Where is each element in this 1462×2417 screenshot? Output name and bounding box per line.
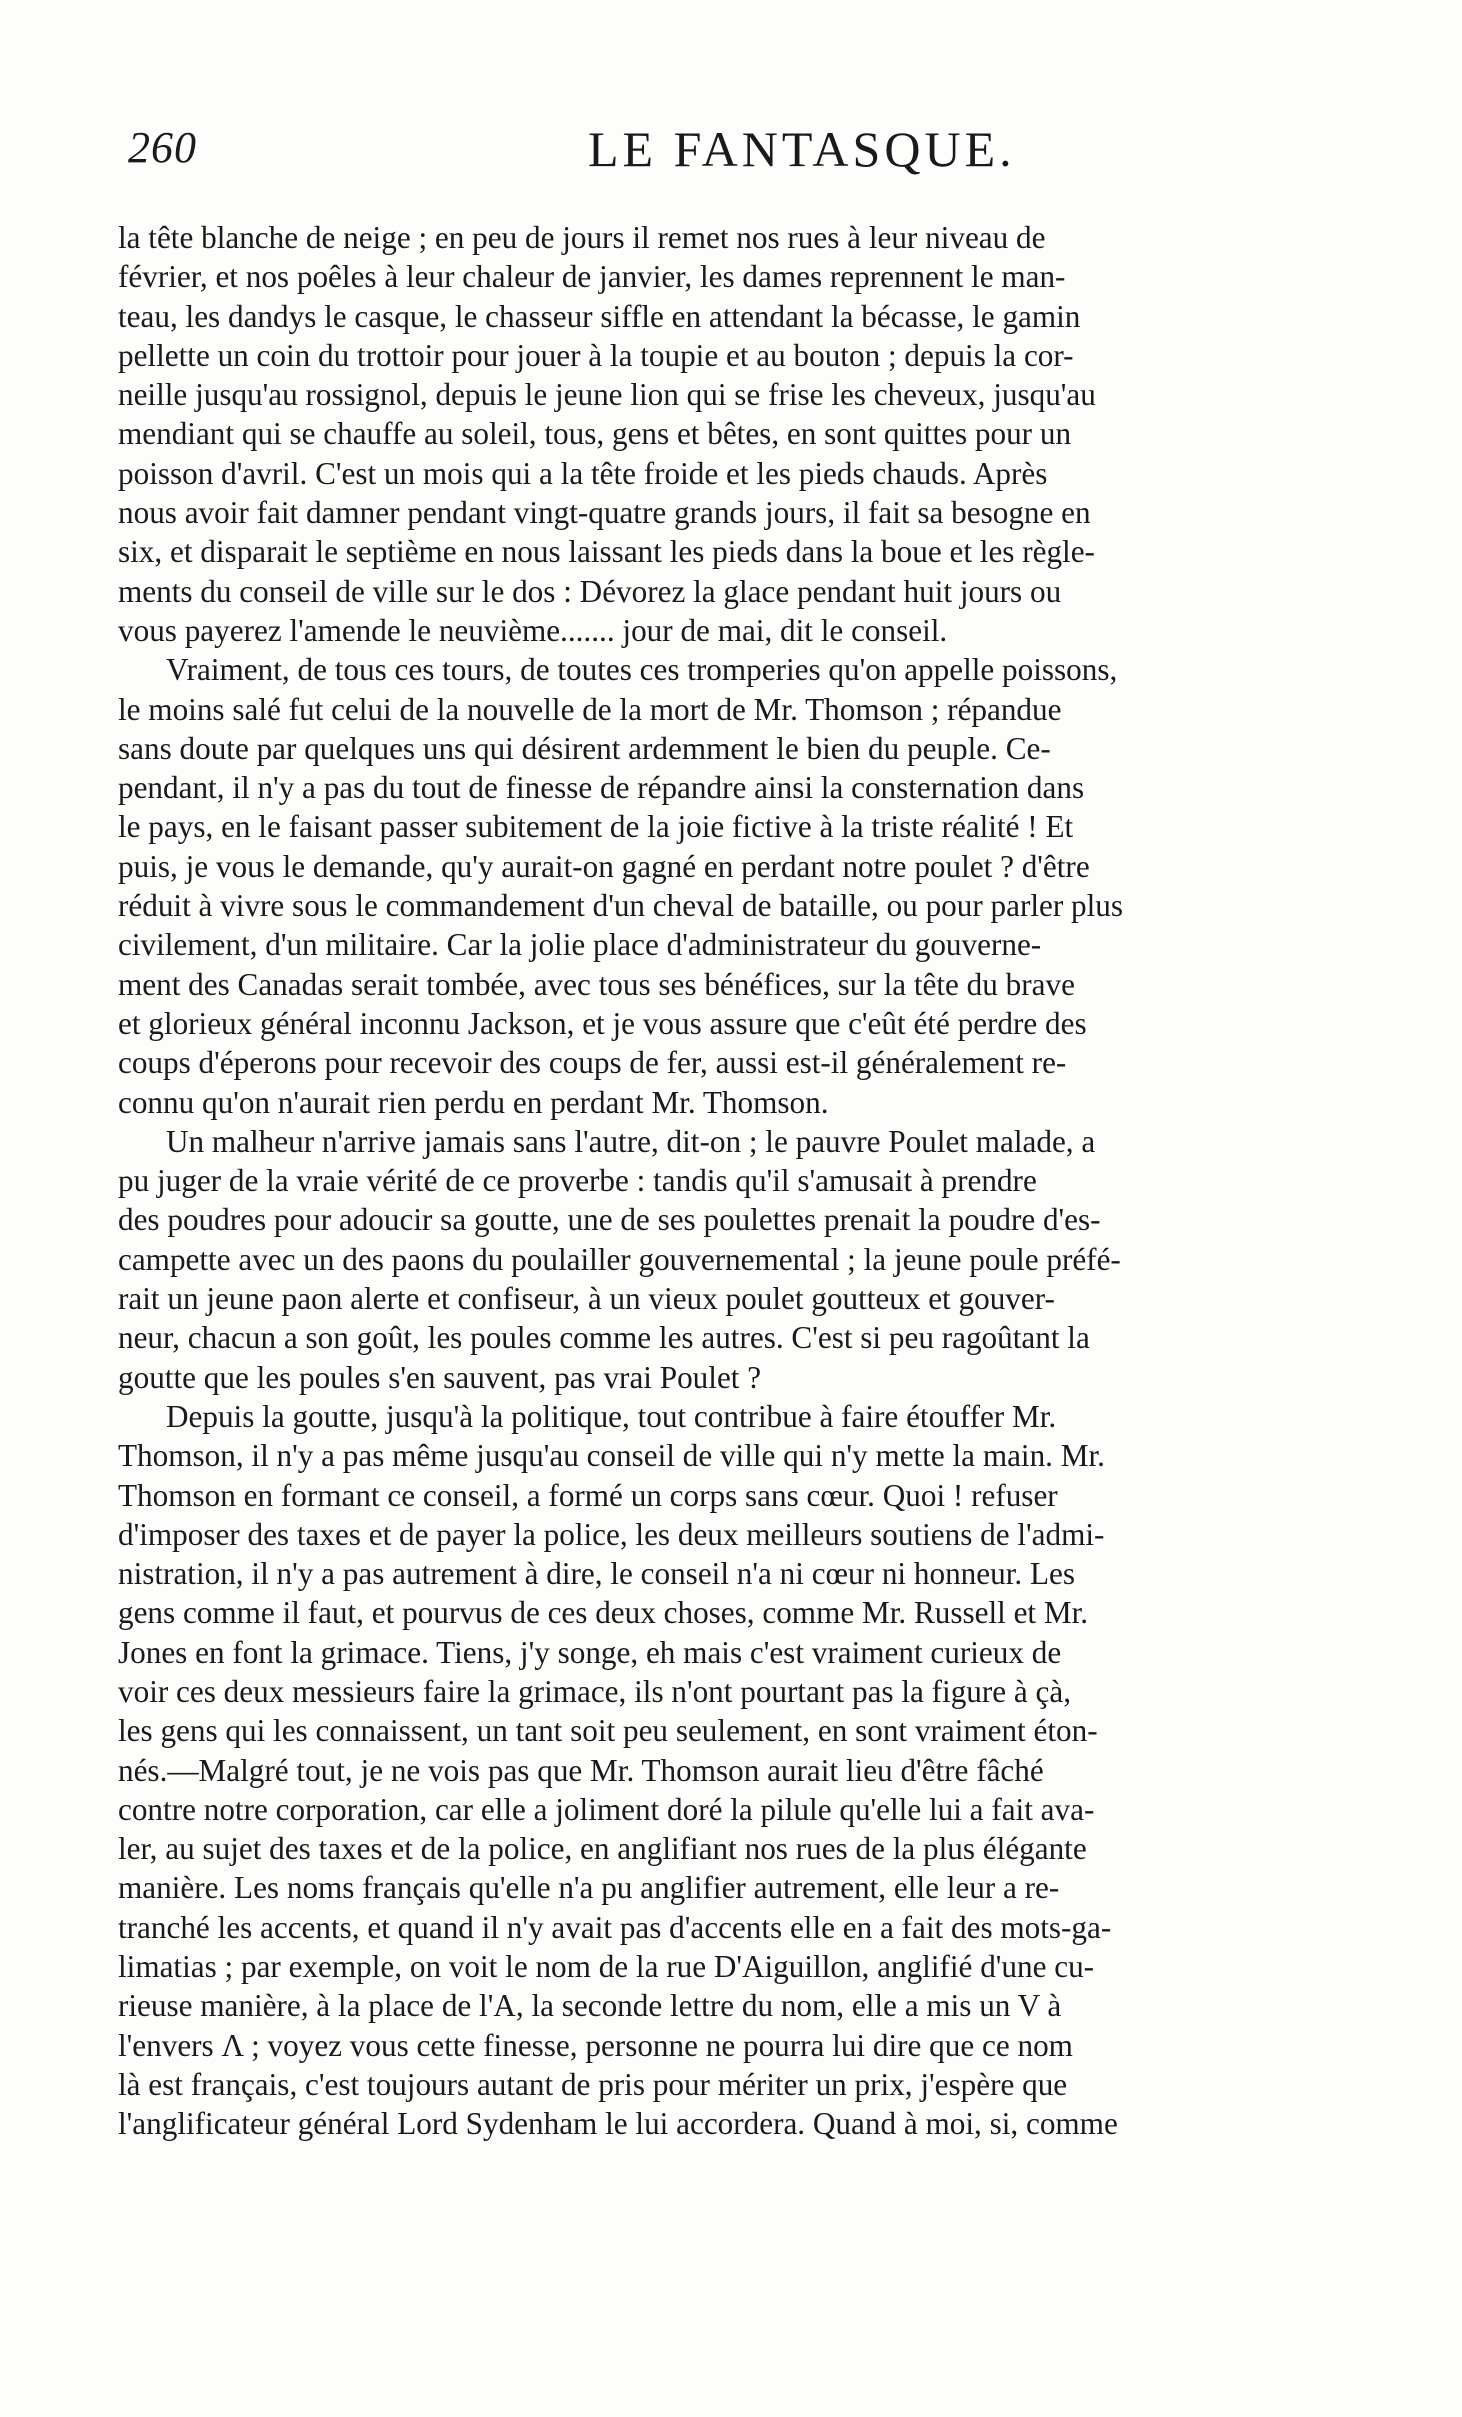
text-line: ler, au sujet des taxes et de la police, en anglifiant nos rues de la plus élégante <box>118 1831 1087 1867</box>
text-line: là est français, c'est toujours autant de pris pour mériter un prix, j'espère que <box>118 2066 1068 2102</box>
text-line: coups d'éperons pour recevoir des coups de fer, aussi est-il généralement re- <box>118 1045 1067 1081</box>
text-line: civilement, d'un militaire. Car la jolie place d'administrateur du gouverne- <box>118 927 1042 963</box>
text-line: pellette un coin du trottoir pour jouer à la toupie et au bouton ; depuis la cor- <box>118 337 1074 373</box>
text-line: Jones en font la grimace. Tiens, j'y songe, eh mais c'est vraiment curieux de <box>118 1634 1062 1670</box>
text-line: nés.—Malgré tout, je ne vois pas que Mr. Thomson aurait lieu d'être fâché <box>118 1752 1044 1788</box>
text-line: l'envers Λ ; voyez vous cette finesse, personne ne pourra lui dire que ce nom <box>118 2027 1073 2063</box>
paragraph-start-line: Depuis la goutte, jusqu'à la politique, tout contribue à faire étouffer Mr. <box>166 1398 1057 1434</box>
text-line: rieuse manière, à la place de l'A, la seconde lettre du nom, elle a mis un V à <box>118 1988 1062 2024</box>
text-line: d'imposer des taxes et de payer la police, les deux meilleurs soutiens de l'admi- <box>118 1516 1105 1552</box>
text-line: six, et disparait le septième en nous laissant les pieds dans la boue et les règle- <box>118 534 1095 570</box>
paragraph-start-line: Vraiment, de tous ces tours, de toutes ces tromperies qu'on appelle poissons, <box>166 652 1118 688</box>
text-line: sans doute par quelques uns qui désirent ardemment le bien du peuple. Ce- <box>118 730 1051 766</box>
text-line: réduit à vivre sous le commandement d'un cheval de bataille, ou pour parler plus <box>118 888 1124 924</box>
text-line: vous payerez l'amende le neuvième....... jour de mai, dit le conseil. <box>118 612 948 648</box>
running-head <box>118 112 1408 177</box>
text-line: teau, les dandys le casque, le chasseur siffle en attendant la bécasse, le gamin <box>118 298 1081 334</box>
text-line: nistration, il n'y a pas autrement à dire, le conseil n'a ni cœur ni honneur. Les <box>118 1556 1075 1592</box>
text-line: campette avec un des paons du poulailler gouvernemental ; la jeune poule préfé- <box>118 1241 1121 1277</box>
text-line: les gens qui les connaissent, un tant soit peu seulement, en sont vraiment éton- <box>118 1713 1098 1749</box>
text-line: ments du conseil de ville sur le dos : Dévorez la glace pendant huit jours ou <box>118 573 1062 609</box>
text-line: des poudres pour adoucir sa goutte, une de ses poulettes prenait la poudre d'es- <box>118 1202 1101 1238</box>
text-line: rait un jeune paon alerte et confiseur, à un vieux poulet goutteux et gouver- <box>118 1281 1055 1317</box>
text-line: neille jusqu'au rossignol, depuis le jeune lion qui se frise les cheveux, jusqu'au <box>118 377 1096 413</box>
text-line: pu juger de la vraie vérité de ce proverbe : tandis qu'il s'amusait à prendre <box>118 1163 1037 1199</box>
paragraph-start-line: Un malheur n'arrive jamais sans l'autre, dit-on ; le pauvre Poulet malade, a <box>166 1123 1096 1159</box>
text-line: connu qu'on n'aurait rien perdu en perdant Mr. Thomson. <box>118 1084 829 1120</box>
text-line: mendiant qui se chauffe au soleil, tous, gens et bêtes, en sont quittes pour un <box>118 416 1072 452</box>
text-line: goutte que les poules s'en sauvent, pas vrai Poulet ? <box>118 1359 762 1395</box>
page-number: 260 <box>128 123 197 172</box>
text-line: pendant, il n'y a pas du tout de finesse de répandre ainsi la consternation dans <box>118 770 1085 806</box>
text-line: poisson d'avril. C'est un mois qui a la tête froide et les pieds chauds. Après <box>118 455 1048 491</box>
text-line: Thomson, il n'y a pas même jusqu'au conseil de ville qui n'y mette la main. Mr. <box>118 1438 1105 1474</box>
text-line: ment des Canadas serait tombée, avec tous ses bénéfices, sur la tête du brave <box>118 966 1075 1002</box>
text-line: limatias ; par exemple, on voit le nom de la rue D'Aiguillon, anglifié d'une cu- <box>118 1949 1095 1985</box>
text-line: voir ces deux messieurs faire la grimace, ils n'ont pourtant pas la figure à çà, <box>118 1673 1072 1709</box>
text-line: février, et nos poêles à leur chaleur de janvier, les dames reprennent le man- <box>118 259 1066 295</box>
text-line: l'anglificateur général Lord Sydenham le lui accordera. Quand à moi, si, comme <box>118 2106 1118 2142</box>
text-line: gens comme il faut, et pourvus de ces deux choses, comme Mr. Russell et Mr. <box>118 1595 1089 1631</box>
text-line: et glorieux général inconnu Jackson, et je vous assure que c'eût été perdre des <box>118 1005 1087 1041</box>
text-line: le pays, en le faisant passer subitement de la joie fictive à la triste réalité ! Et <box>118 809 1074 845</box>
text-line: nous avoir fait damner pendant vingt-quatre grands jours, il fait sa besogne en <box>118 495 1091 531</box>
text-line: la tête blanche de neige ; en peu de jours il remet nos rues à leur niveau de <box>118 220 1046 255</box>
text-line: contre notre corporation, car elle a joliment doré la pilule qu'elle lui a fait ava- <box>118 1791 1095 1827</box>
text-line: le moins salé fut celui de la nouvelle de la mort de Mr. Thomson ; répandue <box>118 691 1062 727</box>
text-line: puis, je vous le demande, qu'y aurait-on gagné en perdant notre poulet ? d'être <box>118 848 1090 884</box>
text-line: Thomson en formant ce conseil, a formé un corps sans cœur. Quoi ! refuser <box>118 1477 1058 1513</box>
body-text <box>118 218 1418 2144</box>
text-line: manière. Les noms français qu'elle n'a pu anglifier autrement, elle leur a re- <box>118 1870 1060 1906</box>
running-title: LE FANTASQUE. <box>588 121 1016 177</box>
text-line: neur, chacun a son goût, les poules comme les autres. C'est si peu ragoûtant la <box>118 1320 1090 1356</box>
text-line: tranché les accents, et quand il n'y avait pas d'accents elle en a fait des mots-ga- <box>118 1909 1112 1945</box>
